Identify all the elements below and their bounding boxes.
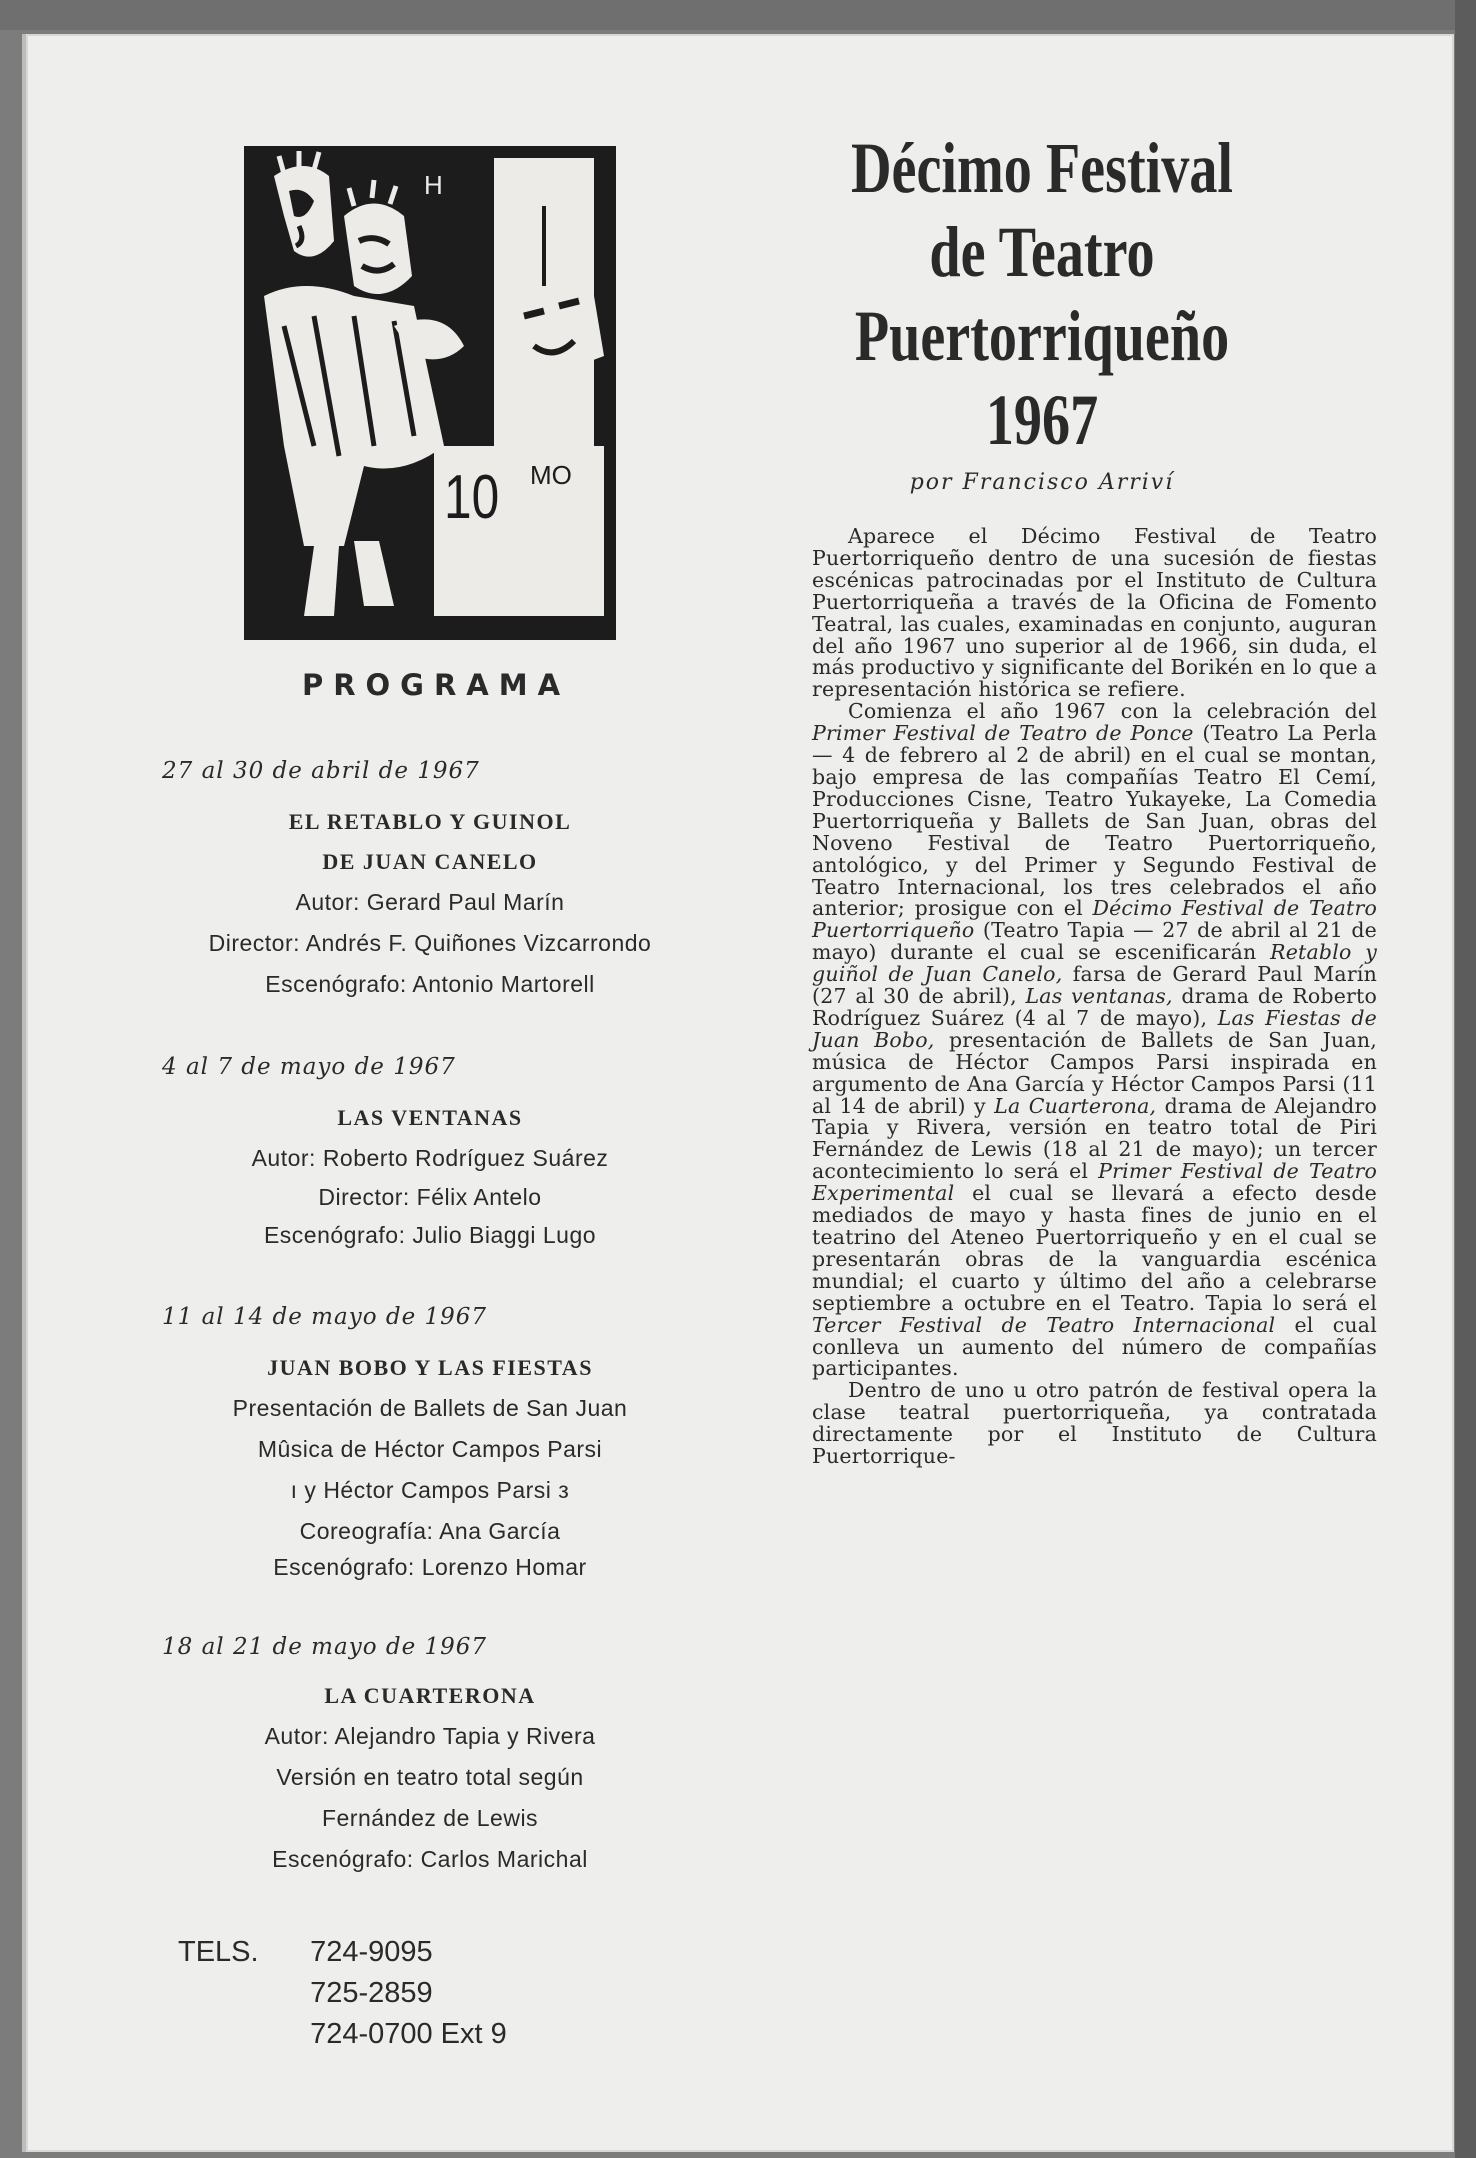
- program-entry-2: [130, 1054, 730, 1256]
- program-title: EL RETABLO Y GUINOL: [288, 809, 572, 834]
- woodcut-caption-suffix: MO: [530, 460, 572, 490]
- telephone-label: TELS.: [178, 1936, 259, 1968]
- program-title: DE JUAN CANELO: [322, 849, 538, 874]
- article-paragraph: Comienza el año 1967 con la celebración del Primer Festival de Teatro de Ponce (Teatro La Perla — 4 de febrero al 2 de abril) en el cual se montan, bajo empresa de las compañías Teatro El Cemí, Producciones Cisne, Teatro Yukayeke, La Comedia Puertorriqueña y Ballets de San Juan, obras del Noveno Festival de Teatro Puertorriqueño, antológico, y del Primer y Segundo Festival de Teatro Internacional, los tres celebrados el año anterior; prosigue con el Décimo Festival de Teatro Puertorriqueño (Teatro Tapia — 27 de abril al 21 de mayo) durante el cual se escenificarán Retablo y guiñol de Juan Canelo, farsa de Gerard Paul Marín (27 al 30 de abril), Las ventanas, drama de Roberto Rodríguez Suárez (4 al 7 de mayo), Las Fiestas de Juan Bobo, presentación de Ballets de San Juan, música de Héctor Campos Parsi inspirada en argumento de Ana García y Héctor Campos Parsi (11 al 14 de abril) y La Cuarterona, drama de Alejandro Tapia y Rivera, versión en teatro total de Piri Fernández de Lewis (18 al 21 de mayo); un tercer acontecimiento lo será el Primer Festival de Teatro Experimental el cual se llevará a efecto desde mediados de mayo y hasta fines de junio en el teatrino del Ateneo Puertorriqueño y en el cual se presentarán obras de la vanguardia escénica mundial; el cuarto y último del año a celebrarse septiembre a octubre en el Teatro. Tapia lo será el Tercer Festival de Teatro Internacional el cual conlleva un aumento del número de compañías participantes.: [812, 699, 1378, 1381]
- woodcut-masks-icon: [244, 146, 616, 640]
- program-date: 27 al 30 de abril de 1967: [162, 758, 480, 784]
- program-credit: Director: Andrés F. Quiñones Vizcarrondo: [208, 930, 652, 956]
- headline-line: Puertorriqueño: [854, 296, 1230, 376]
- headline-line: de Teatro: [929, 212, 1155, 292]
- program-date: 11 al 14 de mayo de 1967: [162, 1304, 488, 1330]
- program-credit: Autor: Alejandro Tapia y Rivera: [264, 1723, 596, 1749]
- program-credit: Mûsica de Héctor Campos Parsi: [257, 1436, 603, 1462]
- program-title: LAS VENTANAS: [337, 1105, 523, 1130]
- woodcut-caption-number: 10: [444, 461, 500, 532]
- document-page: [26, 34, 1454, 2152]
- telephone-number: 724-0700 Ext 9: [310, 2018, 507, 2050]
- program-credit: Director: Félix Antelo: [318, 1184, 542, 1210]
- program-credit: Escenógrafo: Lorenzo Homar: [273, 1554, 587, 1580]
- article-paragraph: Aparece el Décimo Festival de Teatro Puertorriqueño dentro de una sucesión de fiestas escénicas patrocinadas por el Instituto de Cultura Puertorriqueña a través de la Oficina de Fomento Teatral, las cuales, examinadas en conjunto, auguran del año 1967 uno superior al de 1966, sin duda, el más productivo y significante del Borikén en lo que a representación histórica se refiere.: [812, 524, 1377, 702]
- article-byline: por Francisco Arriví: [909, 470, 1175, 495]
- program-date: 18 al 21 de mayo de 1967: [162, 1634, 488, 1660]
- headline-line: Décimo Festival: [850, 128, 1234, 208]
- program-date: 4 al 7 de mayo de 1967: [162, 1054, 456, 1080]
- telephone-block: [178, 1932, 507, 2055]
- article-paragraph: Dentro de uno u otro patrón de festival opera la clase teatral puertorriqueña, ya contratada directamente por el Instituto de Cultura Puertorrique-: [812, 1378, 1377, 1469]
- program-credit: Escenógrafo: Carlos Marichal: [272, 1846, 588, 1872]
- program-entry-1: [130, 758, 730, 1005]
- program-credit: Presentación de Ballets de San Juan: [232, 1395, 628, 1421]
- telephone-number: 725-2859: [310, 1977, 433, 2009]
- article-headline: [717, 126, 1367, 462]
- programa-heading: PROGRAMA: [301, 668, 571, 702]
- program-credit: ı y Héctor Campos Parsi з: [290, 1477, 570, 1503]
- article-body: [812, 526, 1377, 1468]
- program-credit: Autor: Roberto Rodríguez Suárez: [251, 1145, 609, 1171]
- telephone-numbers: [310, 1932, 507, 2055]
- program-credit: Escenógrafo: Antonio Martorell: [265, 971, 595, 997]
- scan-background-top: [0, 0, 1476, 30]
- program-credit: Fernández de Lewis: [321, 1805, 539, 1831]
- program-credit: Escenógrafo: Julio Biaggi Lugo: [263, 1222, 597, 1248]
- headline-line: 1967: [985, 380, 1099, 460]
- program-credit: Versión en teatro total según: [276, 1764, 584, 1790]
- woodcut-letter: H: [424, 170, 443, 200]
- scan-background-right: [1455, 0, 1476, 2158]
- program-credit: Coreografía: Ana García: [299, 1518, 561, 1544]
- program-entry-3: [130, 1304, 730, 1582]
- program-entry-4: [130, 1634, 730, 1880]
- telephone-number: 724-9095: [310, 1936, 433, 1968]
- program-title: JUAN BOBO Y LAS FIESTAS: [267, 1355, 593, 1380]
- program-credit: Autor: Gerard Paul Marín: [295, 889, 565, 915]
- program-title: LA CUARTERONA: [324, 1683, 536, 1708]
